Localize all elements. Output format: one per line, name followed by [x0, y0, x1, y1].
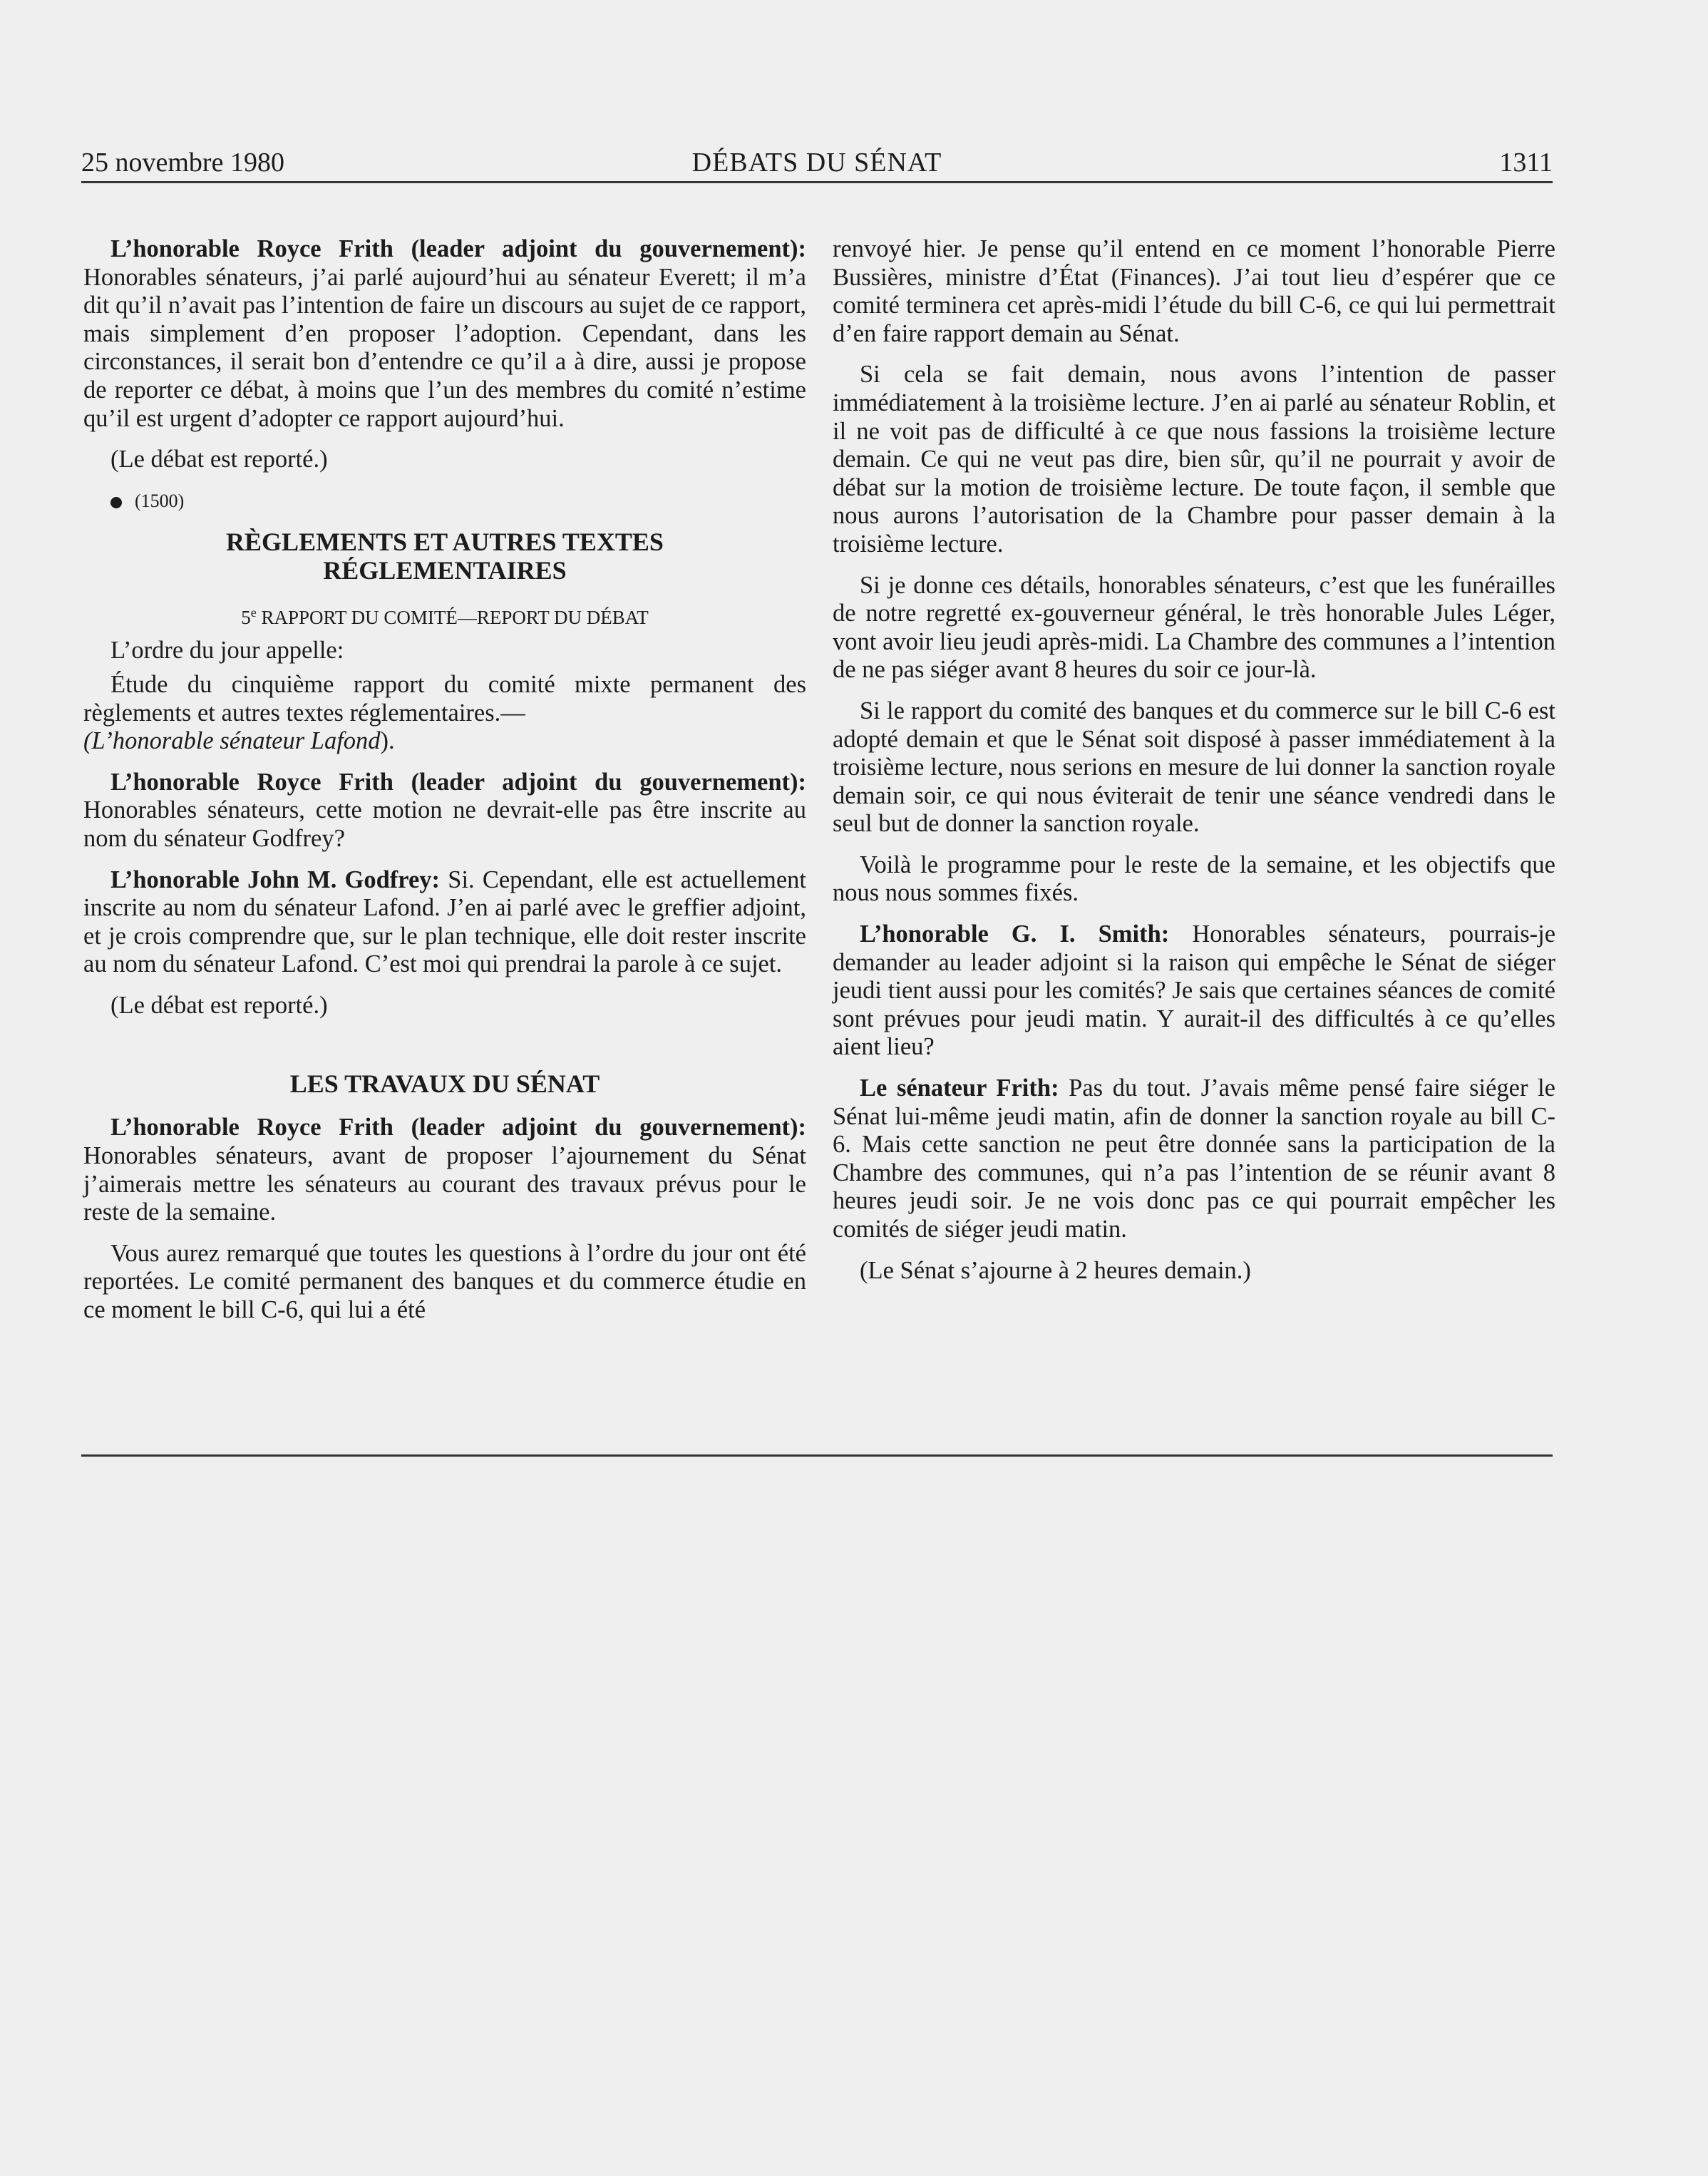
- paragraph: Si je donne ces détails, honorables sénateurs, c’est que les funérailles de notre regretté ex-gouverneur général, le très honorable Jules Léger, vont avoir lieu jeudi après-midi. La Chambre des communes a l’intention de ne pas siéger avant 8 heures du soir ce jour-là.: [833, 571, 1555, 684]
- section-heading-line: RÈGLEMENTS ET AUTRES TEXTES: [226, 528, 664, 557]
- paragraph: [833, 920, 1555, 1062]
- quote-attribution-end: ).: [380, 727, 395, 755]
- paragraph: Si cela se fait demain, nous avons l’intention de passer immédiatement à la troisième lecture. J’en ai parlé au sénateur Roblin, et il ne voit pas de difficulté à ce que nous fassions la troisième lecture demain. Ce qui ne veut pas dire, bien sûr, qu’il ne pourrait y avoir de débat sur la motion de troisième lecture. De toute façon, il semble que nous aurons l’autorisation de la Chambre pour passer demain à la troisième lecture.: [833, 361, 1555, 558]
- order-paper-quote: [83, 671, 806, 756]
- section-heading: LES TRAVAUX DU SÉNAT: [289, 1069, 600, 1099]
- header-date: 25 novembre 1980: [81, 148, 284, 178]
- page-header: [81, 144, 1553, 183]
- sub-heading: [83, 600, 806, 630]
- quote-text: Étude du cinquième rapport du comité mixte permanent des règlements et autres textes réglementaires.—: [83, 670, 806, 727]
- sub-heading-number: 5: [241, 607, 251, 629]
- paragraph: Voilà le programme pour le reste de la semaine, et les objectifs que nous nous sommes fixés.: [833, 851, 1555, 907]
- bullet-icon: [110, 497, 122, 508]
- speaker-name: L’honorable Royce Frith (leader adjoint du gouvernement):: [110, 235, 806, 262]
- right-column: [833, 235, 1555, 1298]
- speech-text: Honorables sénateurs, cette motion ne devrait-elle pas être inscrite au nom du sénateur Godfrey?: [83, 796, 806, 852]
- paragraph: L’ordre du jour appelle:: [110, 637, 344, 664]
- speech-text: Honorables sénateurs, j’ai parlé aujourd’hui au sénateur Everett; il m’a dit qu’il n’avait pas l’intention de faire un discours au sujet de ce rapport, mais simplement d’en proposer l’adoption. Cependant, dans les circonstances, il serait bon d’entendre ce qu’il a à dire, aussi je propose de reporter ce débat, à moins que l’un des membres du comité n’estime qu’il est urgent d’adopter ce rapport aujourd’hui.: [83, 263, 806, 432]
- procedural-note: (Le débat est reporté.): [110, 446, 328, 473]
- time-marker-text: (1500): [135, 490, 185, 511]
- paragraph: [83, 1114, 806, 1226]
- sub-heading-superscript: e: [250, 605, 257, 620]
- header-page-number: 1311: [1499, 148, 1553, 178]
- procedural-note: (Le débat est reporté.): [110, 991, 328, 1019]
- paragraph: [83, 769, 806, 853]
- section-heading-line: RÉGLEMENTAIRES: [323, 556, 567, 585]
- bottom-rule: [81, 1454, 1553, 1457]
- paragraph: [833, 1074, 1555, 1244]
- left-column: [83, 235, 806, 1338]
- quote-attribution: (L’honorable sénateur Lafond: [83, 727, 381, 755]
- section-heading: [83, 528, 806, 585]
- sub-heading-text: RAPPORT DU COMITÉ—REPORT DU DÉBAT: [256, 607, 649, 629]
- speech-text: Pas du tout. J’avais même pensé faire siéger le Sénat lui-même jeudi matin, afin de donner la sanction royale au bill C-6. Mais cette sanction ne peut être donnée sans la participation de la Chambre des communes, qui n’a pas l’intention de se réunir avant 8 heures jeudi soir. Je ne vois donc pas ce qui pourrait empêcher les comités de siéger jeudi matin.: [833, 1074, 1555, 1243]
- speech-text: Honorables sénateurs, avant de proposer l’ajournement du Sénat j’aimerais mettre les sénateurs au courant des travaux prévus pour le reste de la semaine.: [83, 1142, 806, 1226]
- speech-text: Si. Cependant, elle est actuellement inscrite au nom du sénateur Lafond. J’en ai parlé avec le greffier adjoint, et je crois comprendre que, sur le plan technique, elle doit rester inscrite au nom du sénateur Lafond. C’est moi qui prendrai la parole à ce sujet.: [83, 866, 806, 978]
- speaker-name: L’honorable G. I. Smith:: [860, 920, 1170, 948]
- speaker-name: L’honorable Royce Frith (leader adjoint du gouvernement):: [110, 1114, 806, 1141]
- speaker-name: L’honorable Royce Frith (leader adjoint du gouvernement):: [110, 768, 806, 796]
- paragraph: renvoyé hier. Je pense qu’il entend en ce moment l’honorable Pierre Bussières, ministre d’État (Finances). J’ai tout lieu d’espérer que ce comité terminera cet après-midi l’étude du bill C-6, ce qui lui permettrait d’en faire rapport demain au Sénat.: [833, 235, 1555, 347]
- header-journal-title: DÉBATS DU SÉNAT: [691, 148, 942, 178]
- speech-text: Honorables sénateurs, pourrais-je demander au leader adjoint si la raison qui empêche le Sénat de siéger jeudi tient aussi pour les comités? Je sais que certaines séances de comité sont prévues pour jeudi matin. Y aurait-il des difficultés à ce qu’elles aient lieu?: [833, 920, 1556, 1061]
- paragraph: Vous aurez remarqué que toutes les questions à l’ordre du jour ont été reportées. Le comité permanent des banques et du commerce étudie en ce moment le bill C-6, qui lui a été: [83, 1239, 806, 1324]
- time-marker: [83, 487, 806, 515]
- paragraph: [83, 235, 806, 433]
- paragraph: [83, 866, 806, 979]
- speaker-name: L’honorable John M. Godfrey:: [110, 866, 441, 893]
- procedural-note: (Le Sénat s’ajourne à 2 heures demain.): [860, 1256, 1251, 1284]
- speaker-name: Le sénateur Frith:: [860, 1074, 1059, 1102]
- paragraph: Si le rapport du comité des banques et du commerce sur le bill C-6 est adopté demain et que le Sénat soit disposé à passer immédiatement à la troisième lecture, nous serions en mesure de lui donner la sanction royale demain soir, ce qui nous éviterait de tenir une séance vendredi dans le seul but de donner la sanction royale.: [833, 697, 1555, 838]
